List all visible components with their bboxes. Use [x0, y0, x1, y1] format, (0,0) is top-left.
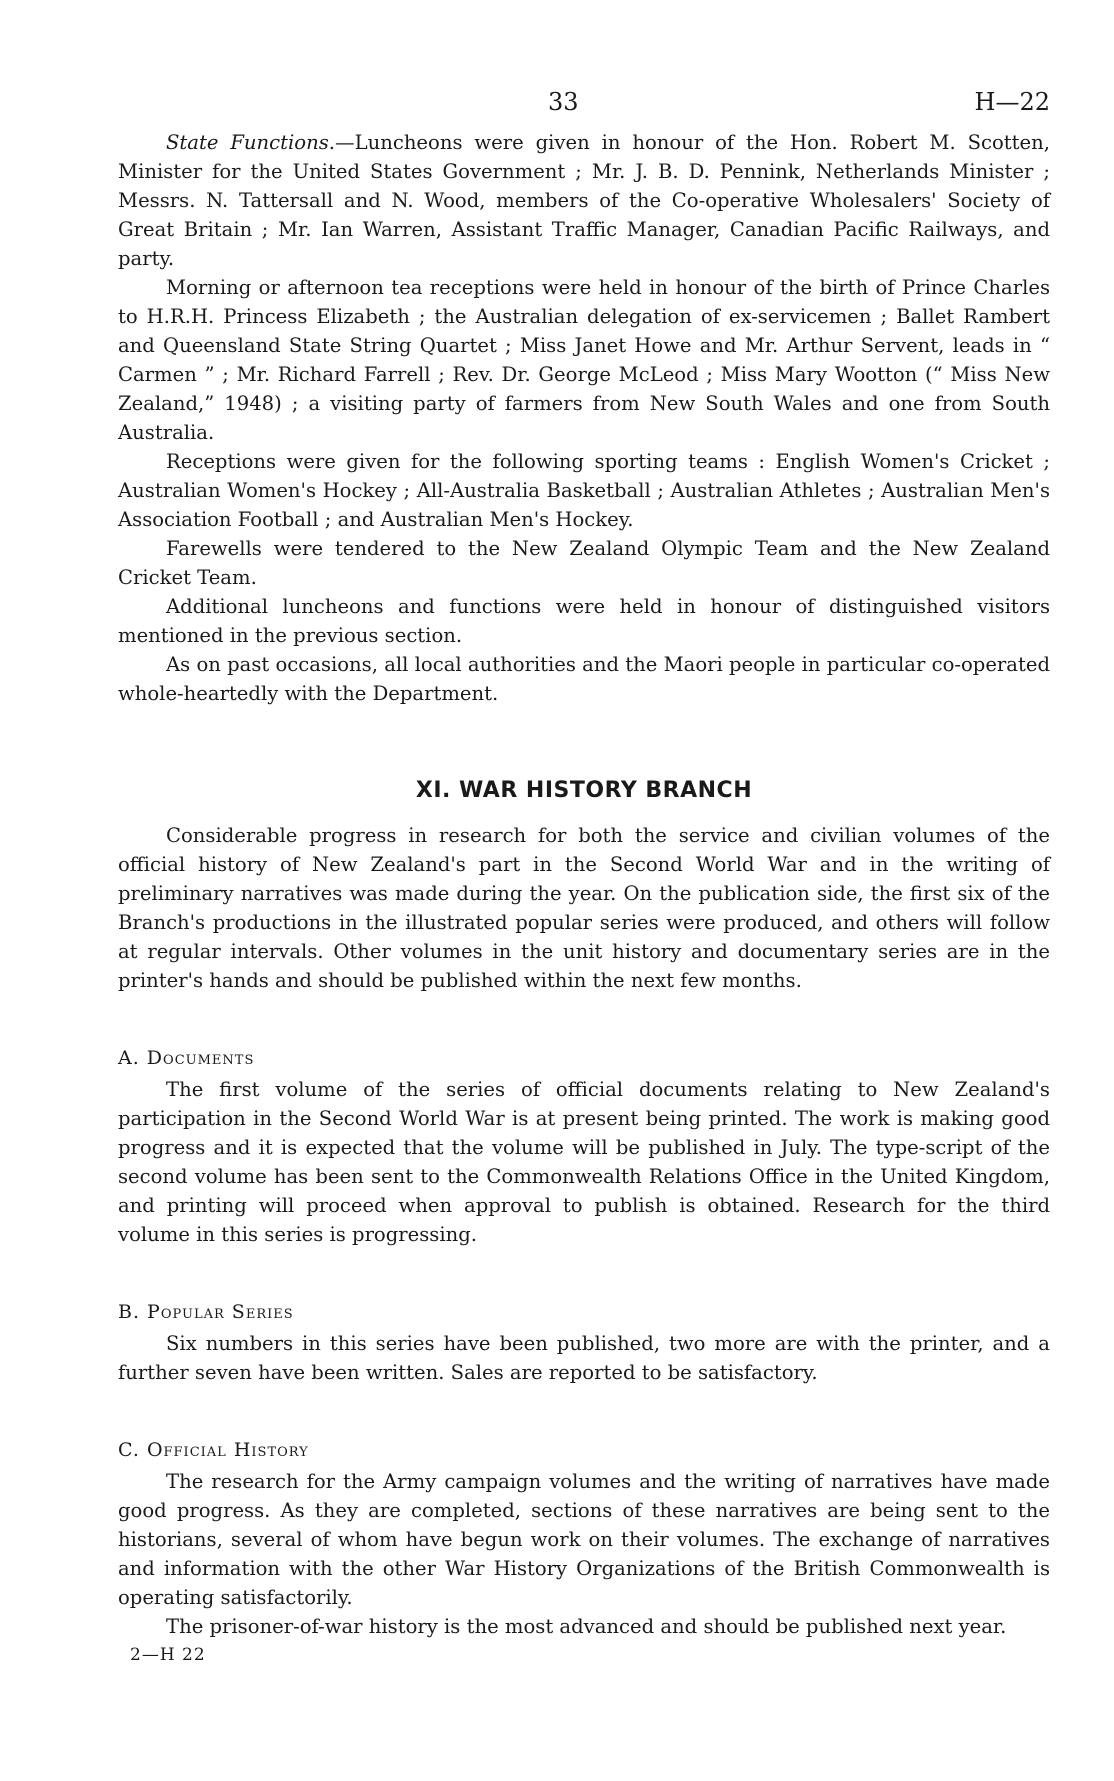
paragraph: Morning or afternoon tea receptions were held in honour of the birth of Prince Charles to H.R.H. Princess Elizabeth ; the Australian delegation of ex-servicemen ; Ballet Rambert and Queensland State String Quartet ; Miss Janet Howe and Mr. Arthur Servent, leads in “ Carmen ” ; Mr. Richard Farrell ; Rev. Dr. George McLeod ; Miss Mary Wootton (“ Miss New Zealand,” 1948) ; a visiting party of farmers from New South Wales and one from South Australia. [118, 276, 1050, 444]
paragraph: Farewells were tendered to the New Zealand Olympic Team and the New Zealand Cricket Team. [118, 537, 1050, 589]
paragraph: Additional luncheons and functions were held in honour of distinguished visitors mentioned in the previous section. [118, 595, 1050, 647]
subsection-heading-popular-series: B. Popular Series [118, 1301, 294, 1323]
state-functions-section [118, 128, 1050, 708]
document-page [118, 88, 1050, 1665]
footer-signature-reference: 2—H 22 [130, 1645, 206, 1665]
paragraph: Six numbers in this series have been published, two more are with the printer, and a further seven have been written. Sales are reported to be satisfactory. [118, 1332, 1050, 1384]
section-intro: Considerable progress in research for both the service and civilian volumes of the official history of New Zealand's part in the Second World War and in the writing of preliminary narratives was made during the year. On the publication side, the first six of the Branch's productions in the illustrated popular series were produced, and others will follow at regular intervals. Other volumes in the unit history and documentary series are in the printer's hands and should be published within the next few months. [118, 824, 1050, 992]
page-number: 33 [548, 88, 579, 116]
section-title: XI. WAR HISTORY BRANCH [415, 778, 753, 803]
paragraph [118, 128, 1050, 273]
paragraph: As on past occasions, all local authorities and the Maori people in particular co-operated whole-heartedly with the Department. [118, 653, 1050, 705]
paragraph: The prisoner-of-war history is the most advanced and should be published next year. [166, 1615, 1007, 1638]
document-reference: H—22 [974, 88, 1050, 116]
paragraph-text: —Luncheons were given in honour of the Hon. Robert M. Scotten, Minister for the United States Government ; Mr. J. B. D. Pennink, Netherlands Minister ; Messrs. N. Tattersall and N. Wood, members of the Co-operative Wholesalers' Society of Great Britain ; Mr. Ian Warren, Assistant Traffic Manager, Canadian Pacific Railways, and party. [118, 131, 1050, 270]
subsection-heading-official-history: C. Official History [118, 1439, 309, 1461]
paragraph: The first volume of the series of official documents relating to New Zealand's participation in the Second World War is at present being printed. The work is making good progress and it is expected that the volume will be published in July. The type-script of the second volume has been sent to the Commonwealth Relations Office in the United Kingdom, and printing will proceed when approval to publish is obtained. Research for the third volume in this series is progressing. [118, 1078, 1050, 1246]
page-header [118, 88, 1050, 128]
paragraph: The research for the Army campaign volumes and the writing of narratives have made good progress. As they are completed, sections of these narratives are being sent to the historians, several of whom have begun work on their volumes. The exchange of narratives and information with the other War History Organizations of the British Commonwealth is operating satisfactorily. [118, 1470, 1050, 1609]
state-functions-label: State Functions. [166, 131, 335, 154]
subsection-heading-documents: A. Documents [118, 1047, 255, 1069]
paragraph: Receptions were given for the following sporting teams : English Women's Cricket ; Australian Women's Hockey ; All-Australia Basketball ; Australian Athletes ; Australian Men's Association Football ; and Australian Men's Hockey. [118, 450, 1050, 531]
